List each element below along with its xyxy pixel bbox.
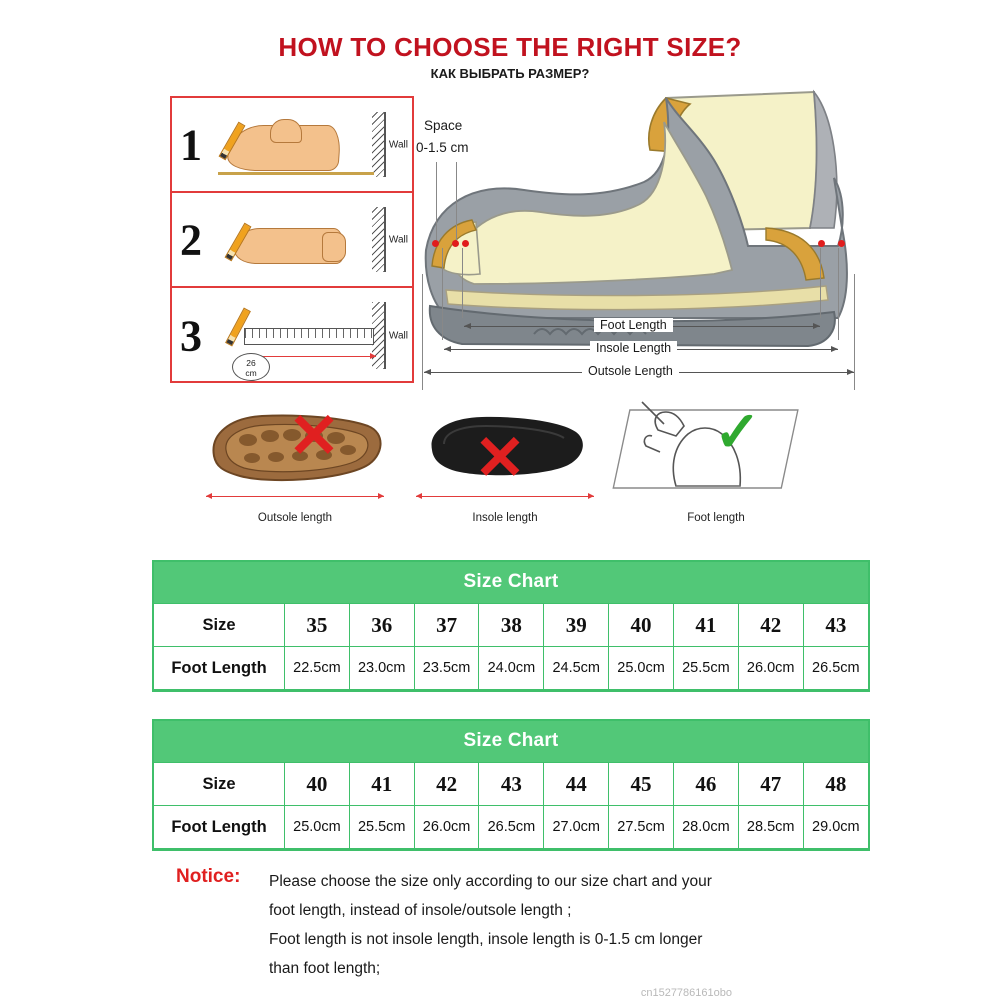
size-cell: 36 xyxy=(349,604,414,647)
foot-length-cell: 25.5cm xyxy=(673,647,738,690)
watermark: cn1527786161obo xyxy=(640,987,732,999)
space-tick xyxy=(456,162,457,240)
measure-point-dot xyxy=(452,240,459,247)
dimension-extension-line xyxy=(422,274,423,390)
foot-length-label: Foot Length xyxy=(594,318,673,332)
size-cell: 39 xyxy=(544,604,609,647)
insole-caption: Insole length xyxy=(472,512,538,524)
table-row-size xyxy=(154,763,868,806)
notice-label: Notice: xyxy=(176,866,241,887)
space-value: 0-1.5 cm xyxy=(416,140,469,155)
size-cell: 38 xyxy=(479,604,544,647)
foot-length-cell: 26.5cm xyxy=(803,647,868,690)
wall-label: Wall xyxy=(388,234,408,245)
wall-hatch-icon xyxy=(372,112,386,177)
table-row-foot-length xyxy=(154,806,868,849)
insole-length-label: Insole Length xyxy=(590,341,677,355)
step-number: 3 xyxy=(180,311,202,360)
size-cell: 40 xyxy=(285,763,350,806)
dimension-extension-line xyxy=(838,248,839,340)
row-header-foot-length: Foot Length xyxy=(154,647,285,690)
outsole-caption: Outsole length xyxy=(257,512,333,524)
toe-icon xyxy=(322,232,346,262)
page-subtitle: КАК ВЫБРАТЬ РАЗМЕР? xyxy=(430,66,590,81)
size-chart-2 xyxy=(152,719,870,851)
example-foot xyxy=(612,400,820,535)
row-header-size: Size xyxy=(154,604,285,647)
size-chart-1-table xyxy=(154,603,868,690)
size-cell: 41 xyxy=(673,604,738,647)
size-cell: 42 xyxy=(414,763,479,806)
foot-length-cell: 26.0cm xyxy=(414,806,479,849)
cross-icon: ✕ xyxy=(288,402,340,471)
notice-line-2: foot length, instead of insole/outsole length ; xyxy=(269,902,572,919)
size-chart-1-title: Size Chart xyxy=(154,562,868,603)
size-cell: 41 xyxy=(349,763,414,806)
measure-steps-panel xyxy=(170,96,414,383)
size-cell: 43 xyxy=(479,763,544,806)
ruler-icon xyxy=(244,328,374,345)
page-title: HOW TO CHOOSE THE RIGHT SIZE? xyxy=(278,32,742,62)
foot-caption: Foot length xyxy=(687,512,745,524)
foot-length-cell: 25.0cm xyxy=(285,806,350,849)
wall-label: Wall xyxy=(388,139,408,150)
foot-length-cell: 24.5cm xyxy=(544,647,609,690)
space-tick xyxy=(436,162,437,240)
measure-value: 26 xyxy=(246,358,256,368)
table-row-size xyxy=(154,604,868,647)
step-3 xyxy=(172,288,412,383)
size-chart-2-title: Size Chart xyxy=(154,721,868,762)
table-row-foot-length xyxy=(154,647,868,690)
measure-point-dot xyxy=(462,240,469,247)
notice-line-1: Please choose the size only according to our size chart and your xyxy=(269,873,712,890)
foot-length-cell: 27.0cm xyxy=(544,806,609,849)
measure-unit: cm xyxy=(245,368,257,378)
foot-length-cell: 23.0cm xyxy=(349,647,414,690)
dimension-extension-line xyxy=(820,248,821,318)
size-cell: 44 xyxy=(544,763,609,806)
step-2 xyxy=(172,193,412,288)
space-label: Space xyxy=(424,118,463,133)
measure-value-bubble xyxy=(232,353,270,381)
dimension-extension-line xyxy=(442,248,443,340)
size-chart-2-table xyxy=(154,762,868,849)
measure-point-dot xyxy=(818,240,825,247)
step-number: 2 xyxy=(180,215,202,264)
foot-length-cell: 28.0cm xyxy=(673,806,738,849)
notice-body xyxy=(269,867,712,983)
measure-point-dot xyxy=(432,240,439,247)
size-cell: 46 xyxy=(673,763,738,806)
cross-icon: ✕ xyxy=(474,424,526,493)
measure-point-dot xyxy=(838,240,845,247)
wall-label: Wall xyxy=(388,330,408,341)
foot-length-cell: 22.5cm xyxy=(285,647,350,690)
size-cell: 48 xyxy=(803,763,868,806)
measurement-examples xyxy=(200,400,820,540)
dimension-extension-line xyxy=(462,248,463,318)
foot-length-cell: 29.0cm xyxy=(803,806,868,849)
row-header-foot-length: Foot Length xyxy=(154,806,285,849)
insole-measure-line xyxy=(416,496,594,497)
notice-line-4: than foot length; xyxy=(269,960,381,977)
size-cell: 37 xyxy=(414,604,479,647)
size-cell: 40 xyxy=(609,604,674,647)
dimension-extension-line xyxy=(854,274,855,390)
floor-line xyxy=(218,172,374,175)
foot-length-cell: 26.0cm xyxy=(738,647,803,690)
foot-length-cell: 28.5cm xyxy=(738,806,803,849)
check-icon: ✓ xyxy=(714,400,761,463)
example-insole xyxy=(410,400,600,535)
outsole-measure-line xyxy=(206,496,384,497)
foot-length-cell: 27.5cm xyxy=(609,806,674,849)
notice-line-3: Foot length is not insole length, insole length is 0-1.5 cm longer xyxy=(269,931,703,948)
shoe-cross-section-diagram xyxy=(414,78,914,398)
outsole-length-label: Outsole Length xyxy=(582,364,679,378)
size-cell: 35 xyxy=(285,604,350,647)
size-cell: 47 xyxy=(738,763,803,806)
foot-length-cell: 25.5cm xyxy=(349,806,414,849)
step-1 xyxy=(172,98,412,193)
row-header-size: Size xyxy=(154,763,285,806)
size-cell: 43 xyxy=(803,604,868,647)
example-outsole xyxy=(200,400,390,535)
wall-hatch-icon xyxy=(372,207,386,272)
size-chart-1 xyxy=(152,560,870,692)
foot-length-cell: 26.5cm xyxy=(479,806,544,849)
size-cell: 45 xyxy=(609,763,674,806)
toe-icon xyxy=(270,119,302,143)
step-number: 1 xyxy=(180,120,202,169)
foot-length-cell: 23.5cm xyxy=(414,647,479,690)
foot-length-cell: 25.0cm xyxy=(609,647,674,690)
size-cell: 42 xyxy=(738,604,803,647)
foot-length-cell: 24.0cm xyxy=(479,647,544,690)
